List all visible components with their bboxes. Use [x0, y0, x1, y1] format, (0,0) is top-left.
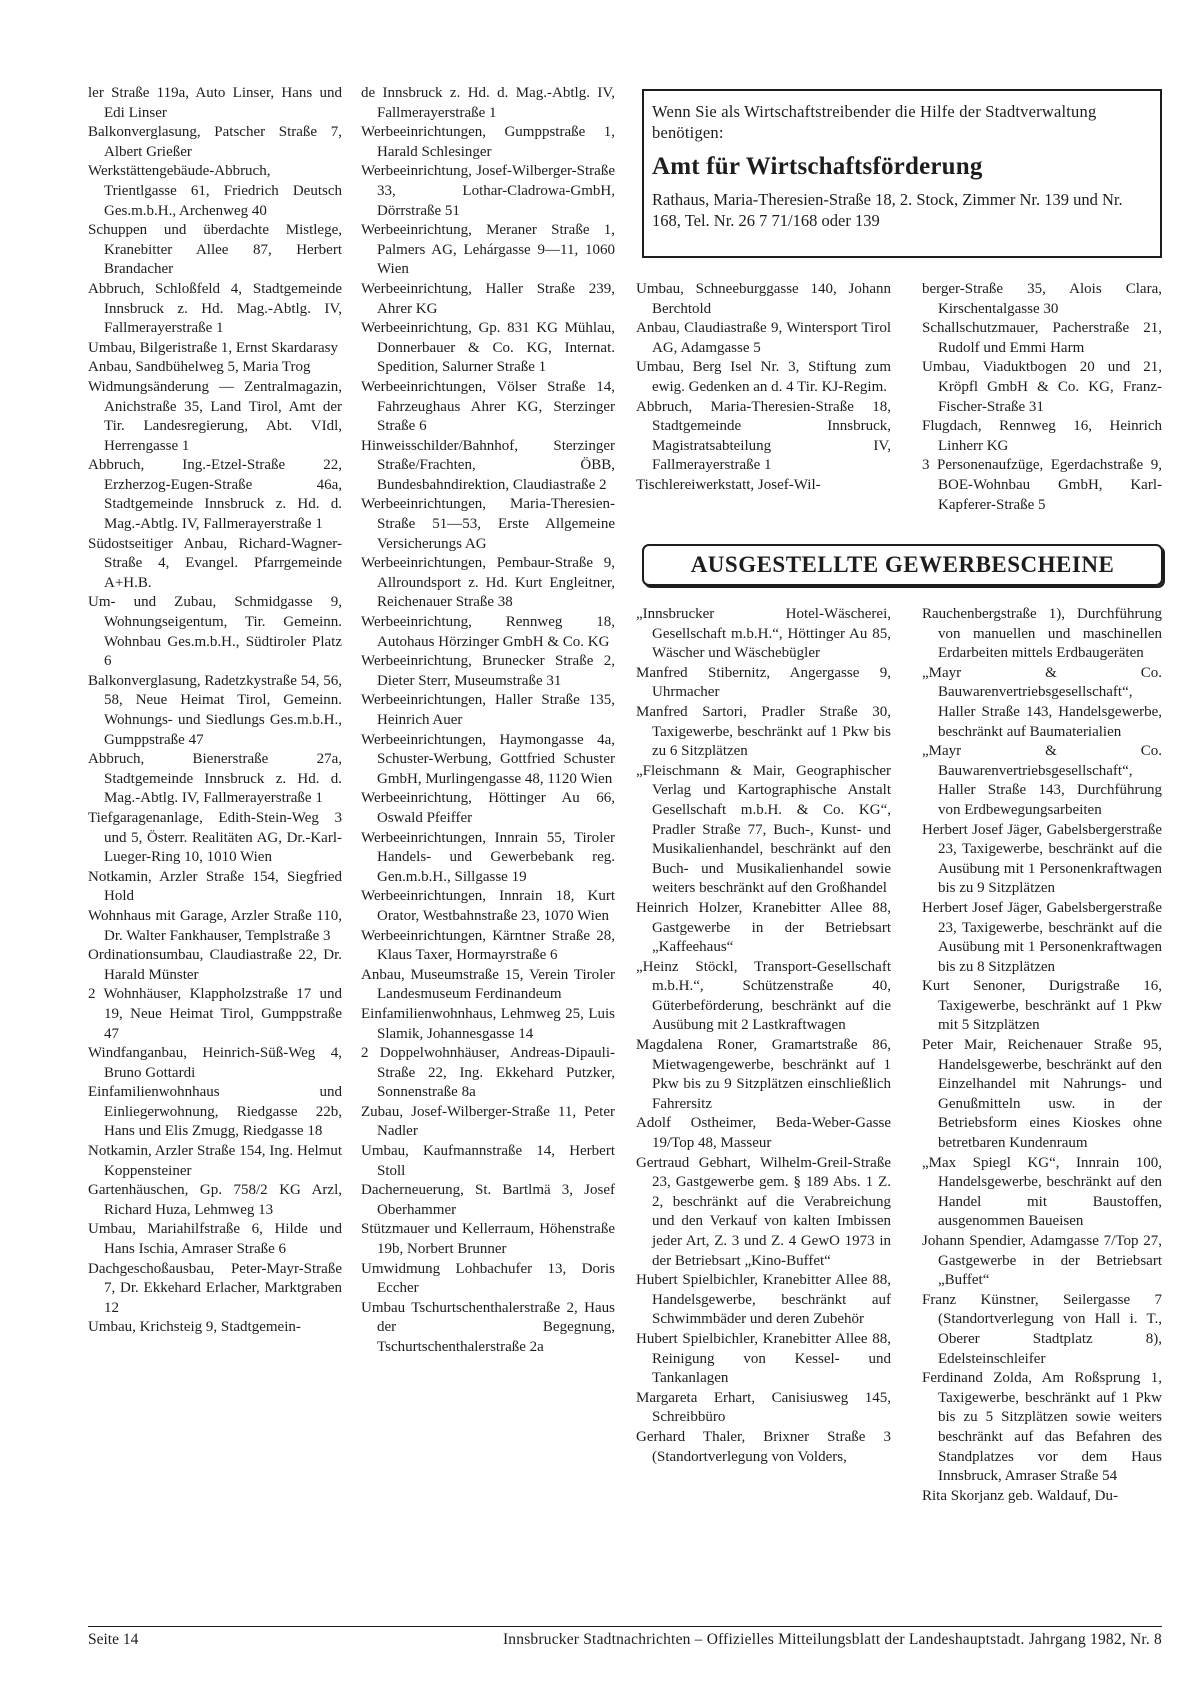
list-item: Magdalena Roner, Gramartstraße 86, Mietwagengewerbe, beschränkt auf 1 Pkw bis zu 9 Sitzplätzen einschließlich Fahrersitz: [636, 1037, 891, 1112]
list-item: Schallschutzmauer, Pacherstraße 21, Rudolf und Emmi Harm: [922, 320, 1162, 356]
list-item: Herbert Josef Jäger, Gabelsbergerstraße 23, Taxigewerbe, beschränkt auf die Ausübung mit 1 Personenkraftwagen bis zu 8 Sitzplätzen: [922, 899, 1162, 975]
column-3: [636, 280, 891, 496]
list-item: Einfamilienwohnhaus, Lehmweg 25, Luis Slamik, Johannesgasse 14: [361, 1005, 615, 1042]
list-item: Manfred Stibernitz, Angergasse 9, Uhrmacher: [636, 664, 891, 701]
list-item: Anbau, Sandbühelweg 5, Maria Trog: [88, 359, 311, 376]
list-item: Umbau Tschurtschenthalerstraße 2, Haus der Begegnung, Tschurtschenthalerstraße 2a: [361, 1299, 615, 1355]
list-item: Abbruch, Schloßfeld 4, Stadtgemeinde Innsbruck z. Hd. Mag.-Abtlg. IV, Fallmerayerstraße 1: [88, 280, 342, 337]
list-item: Gartenhäuschen, Gp. 758/2 KG Arzl, Richard Huza, Lehmweg 13: [88, 1182, 342, 1218]
list-item: Gerhard Thaler, Brixner Straße 3 (Standortverlegung von Volders,: [636, 1428, 891, 1465]
list-item: „Fleischmann & Mair, Geographischer Verlag und Kartographische Anstalt Gesellschaft m.b.H. & Co. KG“, Pradler Straße 77, Buch-, Kunst- und Musikalienhandel, beschränkt auf den Buch- und Musikalienhandel sowie weiters beschränkt auf den Großhandel: [636, 762, 891, 897]
list-item: Rita Skorjanz geb. Waldauf, Du-: [922, 1487, 1118, 1504]
list-item: 2 Wohnhäuser, Klappholzstraße 17 und 19, Neue Heimat Tirol, Gumppstraße 47: [88, 986, 342, 1042]
list-item: Werbeeinrichtungen, Maria-Theresien-Straße 51—53, Erste Allgemeine Versicherungs AG: [361, 496, 615, 552]
list-item: Ferdinand Zolda, Am Roßsprung 1, Taxigewerbe, beschränkt auf 1 Pkw bis zu 5 Sitzplätzen sowie weiters beschränkt auf das Befahren des Standplatzes vor dem Haus Innsbruck, Amraser Straße 54: [922, 1370, 1162, 1485]
list-item: Peter Mair, Reichenauer Straße 95, Handelsgewerbe, beschränkt auf den Einzelhandel mit Nahrungs- und Genußmitteln usw. in der Betriebsform eines Kioskes ohne betretbaren Kundenraum: [922, 1037, 1162, 1152]
list-item: Heinrich Holzer, Kranebitter Allee 88, Gastgewerbe in der Betriebsart „Kaffeehaus“: [636, 899, 891, 956]
list-item: Schuppen und überdachte Mistlege, Kranebitter Allee 87, Herbert Brandacher: [88, 222, 342, 278]
list-item: Herbert Josef Jäger, Gabelsbergerstraße 23, Taxigewerbe, beschränkt auf die Ausübung mit 1 Personenkraftwagen bis zu 9 Sitzplätzen: [922, 821, 1162, 897]
list-item: Anbau, Museumstraße 15, Verein Tiroler Landesmuseum Ferdinandeum: [361, 966, 615, 1003]
list-item: Flugdach, Rennweg 16, Heinrich Linherr KG: [922, 418, 1162, 454]
list-item: Werbeeinrichtungen, Haymongasse 4a, Schuster-Werbung, Gottfried Schuster GmbH, Murlingengasse 48, 1120 Wien: [361, 731, 615, 787]
page-number: Seite 14: [88, 1631, 139, 1648]
list-item: Umbau, Krichsteig 9, Stadtgemein-: [88, 1319, 301, 1336]
list-item: Werkstättengebäude-Abbruch, Trientlgasse 61, Friedrich Deutsch Ges.m.b.H., Archenweg 40: [88, 163, 342, 219]
list-item: Werbeeinrichtung, Meraner Straße 1, Palmers AG, Lehárgasse 9—11, 1060 Wien: [361, 222, 615, 278]
list-item: Abbruch, Ing.-Etzel-Straße 22, Erzherzog-Eugen-Straße 46a, Stadtgemeinde Innsbruck z. Hd. d. Mag.-Abtlg. IV, Fallmerayerstraße 1: [88, 457, 342, 533]
list-item: Umbau, Kaufmannstraße 14, Herbert Stoll: [361, 1143, 615, 1179]
list-item: Umbau, Bilgeristraße 1, Ernst Skardarasy: [88, 339, 338, 356]
list-item: Dachgeschoßausbau, Peter-Mayr-Straße 7, Dr. Ekkehard Erlacher, Marktgraben 12: [88, 1260, 342, 1316]
list-item: Abbruch, Maria-Theresien-Straße 18, Stadtgemeinde Innsbruck, Magistratsabteilung IV, Fallmerayerstraße 1: [636, 398, 891, 474]
list-item: Umbau, Schneeburggasse 140, Johann Berchtold: [636, 281, 891, 317]
column-1: [88, 84, 342, 1338]
list-item: Ordinationsumbau, Claudiastraße 22, Dr. Harald Münster: [88, 947, 342, 983]
list-item: Dacherneuerung, St. Bartlmä 3, Josef Oberhammer: [361, 1182, 615, 1218]
list-item: Werbeeinrichtung, Gp. 831 KG Mühlau, Donnerbauer & Co. KG, Internat. Spedition, Salurner Straße 1: [361, 320, 615, 376]
list-item: Werbeeinrichtung, Josef-Wilberger-Straße 33, Lothar-Cladrowa-GmbH, Dörrstraße 51: [361, 163, 615, 219]
list-item: Werbeeinrichtung, Haller Straße 239, Ahrer KG: [361, 280, 615, 317]
list-item: Werbeeinrichtungen, Völser Straße 14, Fahrzeughaus Ahrer KG, Sterzinger Straße 6: [361, 378, 615, 435]
publication-line: Innsbrucker Stadtnachrichten – Offizielles Mitteilungsblatt der Landeshauptstadt. Jahrgang 1982, Nr. 8: [502, 1631, 1162, 1648]
column-4: [922, 280, 1162, 515]
list-item: „Mayr & Co. Bauwarenvertriebsgesellschaft“, Haller Straße 143, Handelsgewerbe, beschränkt auf Baumaterialien: [922, 664, 1162, 740]
list-item: Gertraud Gebhart, Wilhelm-Greil-Straße 23, Gastgewerbe gem. § 189 Abs. 1 Z. 2, beschränkt auf die Verabreichung und den Verkauf von kalten Imbissen jeder Art, Z. 3 und Z. 4 GewO 1973 in der Betriebsart „Kino-Buffet“: [636, 1154, 891, 1269]
section-banner: [642, 544, 1163, 586]
list-item: Stützmauer und Kellerraum, Höhenstraße 19b, Norbert Brunner: [361, 1221, 615, 1258]
list-item: Franz Künstner, Seilergasse 7 (Standortverlegung von Hall i. T., Oberer Stadtplatz 8), Edelsteinschleifer: [922, 1291, 1162, 1367]
footer-rule: [88, 1626, 1162, 1627]
list-item: Werbeeinrichtung, Höttinger Au 66, Oswald Pfeiffer: [361, 790, 615, 826]
list-item: Hubert Spielbichler, Kranebitter Allee 88, Reinigung von Kessel- und Tankanlagen: [636, 1330, 891, 1387]
list-item: „Heinz Stöckl, Transport-Gesellschaft m.b.H.“, Schützenstraße 40, Güterbeförderung, beschränkt auf die Ausübung mit 2 Lastkraftwagen: [636, 958, 891, 1034]
notice-title: Amt für Wirtschaftsförderung: [652, 153, 983, 180]
list-item: Tischlereiwerkstatt, Josef-Wil-: [636, 476, 821, 493]
column-6: [922, 605, 1162, 1506]
list-item: Abbruch, Bienerstraße 27a, Stadtgemeinde Innsbruck z. Hd. d. Mag.-Abtlg. IV, Fallmerayerstraße 1: [88, 751, 342, 807]
list-item: Werbeeinrichtung, Brunecker Straße 2, Dieter Sterr, Museumstraße 31: [361, 653, 615, 689]
list-item: Einfamilienwohnhaus und Einliegerwohnung, Riedgasse 22b, Hans und Elis Zmugg, Riedgasse 18: [88, 1084, 342, 1140]
list-item: Hubert Spielbichler, Kranebitter Allee 88, Handelsgewerbe, beschränkt auf Schwimmbäder und deren Zubehör: [636, 1272, 891, 1328]
list-item: 2 Doppelwohnhäuser, Andreas-Dipauli-Straße 22, Ing. Ekkehard Putzker, Sonnenstraße 8a: [361, 1045, 615, 1101]
list-item: Notkamin, Arzler Straße 154, Siegfried Hold: [88, 868, 342, 905]
list-item: „Mayr & Co. Bauwarenvertriebsgesellschaft“, Haller Straße 143, Durchführung von Erdbewegungsarbeiten: [922, 743, 1162, 818]
list-item: Windfanganbau, Heinrich-Süß-Weg 4, Bruno Gottardi: [88, 1045, 342, 1081]
list-item: Zubau, Josef-Wilberger-Straße 11, Peter Nadler: [361, 1103, 615, 1140]
list-item: 3 Personenaufzüge, Egerdachstraße 9, BOE-Wohnbau GmbH, Karl-Kapferer-Straße 5: [922, 457, 1162, 513]
list-item: Wohnhaus mit Garage, Arzler Straße 110, Dr. Walter Fankhauser, Templstraße 3: [88, 907, 342, 944]
notice-address: Rathaus, Maria-Theresien-Straße 18, 2. Stock, Zimmer Nr. 139 und Nr. 168, Tel. Nr. 26 7 71/168 oder 139: [652, 190, 1123, 230]
list-item: Balkonverglasung, Patscher Straße 7, Albert Grießer: [88, 124, 342, 160]
list-item: „Innsbrucker Hotel-Wäscherei, Gesellschaft m.b.H.“, Höttinger Au 85, Wäscher und Wäschebügler: [636, 606, 891, 662]
list-item: Umbau, Berg Isel Nr. 3, Stiftung zum ewig. Gedenken an d. 4 Tir. KJ-Regim.: [636, 359, 891, 395]
list-item: Tiefgaragenanlage, Edith-Stein-Weg 3 und 5, Österr. Realitäten AG, Dr.-Karl-Lueger-Ring 10, 1010 Wien: [88, 809, 342, 866]
list-item: Südostseitiger Anbau, Richard-Wagner-Straße 4, Evangel. Pfarrgemeinde A+H.B.: [88, 535, 342, 591]
list-item: Hinweisschilder/Bahnhof, Sterzinger Straße/Frachten, ÖBB, Bundesbahndirektion, Claudiastraße 2: [361, 437, 615, 493]
list-item: Werbeeinrichtungen, Innrain 18, Kurt Orator, Westbahnstraße 23, 1070 Wien: [361, 888, 615, 924]
list-item: Werbeeinrichtungen, Innrain 55, Tiroler Handels- und Gewerbebank reg. Gen.m.b.H., Sillgasse 19: [361, 829, 615, 885]
list-item: ler Straße 119a, Auto Linser, Hans und Edi Linser: [88, 85, 342, 121]
list-item: Werbeeinrichtung, Rennweg 18, Autohaus Hörzinger GmbH & Co. KG: [361, 614, 615, 650]
list-item: Werbeeinrichtungen, Haller Straße 135, Heinrich Auer: [361, 692, 615, 728]
list-item: berger-Straße 35, Alois Clara, Kirschentalgasse 30: [922, 281, 1162, 317]
notice-intro: Wenn Sie als Wirtschaftstreibender die Hilfe der Stadtverwaltung benötigen:: [652, 102, 1097, 142]
list-item: Umbau, Viaduktbogen 20 und 21, Kröpfl GmbH & Co. KG, Franz-Fischer-Straße 31: [922, 359, 1162, 415]
list-item: Kurt Senoner, Durigstraße 16, Taxigewerbe, beschränkt auf 1 Pkw mit 5 Sitzplätzen: [922, 978, 1162, 1034]
list-item: Adolf Ostheimer, Beda-Weber-Gasse 19/Top 48, Masseur: [636, 1115, 891, 1152]
list-item: Rauchenbergstraße 1), Durchführung von manuellen und maschinellen Erdarbeiten mittels Erdbaugeräten: [922, 606, 1162, 662]
list-item: Margareta Erhart, Canisiusweg 145, Schreibbüro: [636, 1389, 891, 1426]
list-item: de Innsbruck z. Hd. d. Mag.-Abtlg. IV, Fallmerayerstraße 1: [361, 85, 615, 121]
list-item: Um- und Zubau, Schmidgasse 9, Wohnungseigentum, Tir. Gemeinn. Wohnbau Ges.m.b.H., Südtiroler Platz 6: [88, 594, 342, 670]
list-item: Werbeeinrichtungen, Pembaur-Straße 9, Allroundsport z. Hd. Kurt Engleitner, Reichenauer Straße 38: [361, 555, 615, 611]
list-item: Manfred Sartori, Pradler Straße 30, Taxigewerbe, beschränkt auf 1 Pkw bis zu 6 Sitzplätzen: [636, 703, 891, 760]
notice-box: [642, 89, 1162, 258]
list-item: Werbeeinrichtungen, Kärntner Straße 28, Klaus Taxer, Hormayrstraße 6: [361, 927, 615, 964]
column-2: [361, 84, 615, 1358]
list-item: Balkonverglasung, Radetzkystraße 54, 56, 58, Neue Heimat Tirol, Gemeinn. Wohnungs- und Siedlungs Ges.m.b.H., Gumppstraße 47: [88, 672, 342, 748]
list-item: Johann Spendier, Adamgasse 7/Top 27, Gastgewerbe in der Betriebsart „Buffet“: [922, 1233, 1162, 1289]
list-item: Anbau, Claudiastraße 9, Wintersport Tirol AG, Adamgasse 5: [636, 320, 891, 356]
list-item: Notkamin, Arzler Straße 154, Ing. Helmut Koppensteiner: [88, 1143, 342, 1179]
list-item: „Max Spiegl KG“, Innrain 100, Handelsgewerbe, beschränkt auf den Handel mit Baustoffen, ausgenommen Baueisen: [922, 1154, 1162, 1230]
section-banner-title: AUSGESTELLTE GEWERBESCHEINE: [690, 552, 1115, 577]
column-5: [636, 605, 891, 1467]
list-item: Umbau, Mariahilfstraße 6, Hilde und Hans Ischia, Amraser Straße 6: [88, 1221, 342, 1258]
list-item: Widmungsänderung — Zentralmagazin, Anichstraße 35, Land Tirol, Amt der Tir. Landesregierung, Abt. VIdl, Herrengasse 1: [88, 378, 342, 454]
list-item: Werbeeinrichtungen, Gumppstraße 1, Harald Schlesinger: [361, 124, 615, 160]
list-item: Umwidmung Lohbachufer 13, Doris Eccher: [361, 1260, 615, 1297]
